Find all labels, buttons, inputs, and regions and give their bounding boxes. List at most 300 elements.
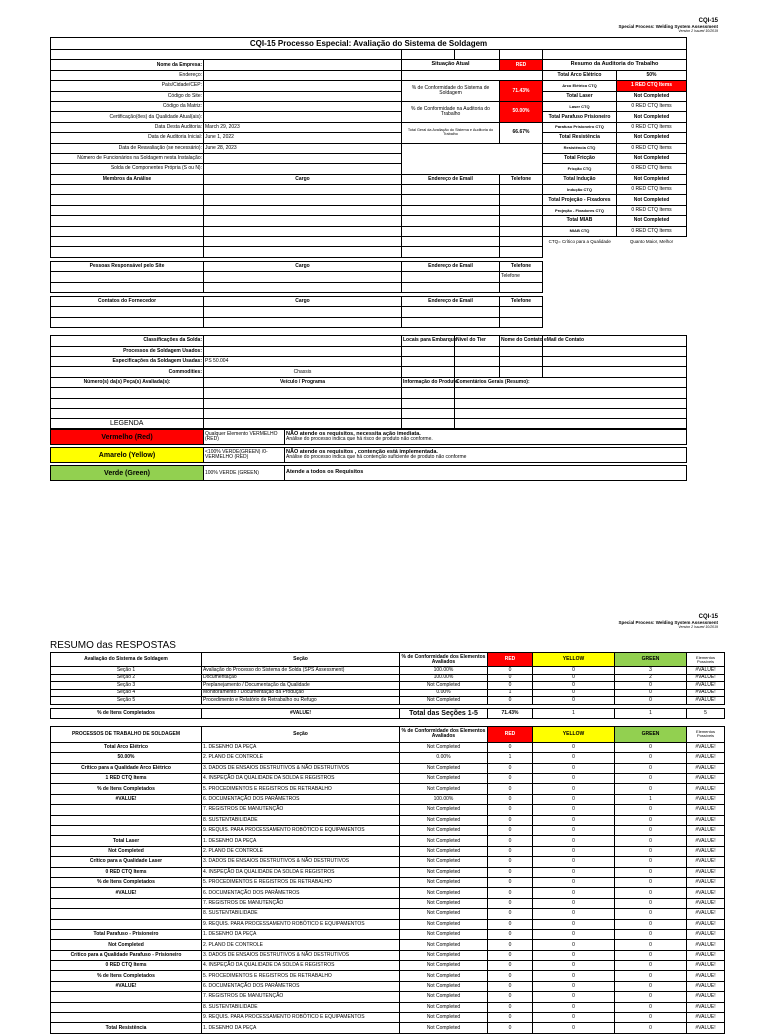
company-row — [51, 112, 687, 122]
resumo-label: Resistência CTQ — [543, 143, 617, 153]
process-value-cell: 0 — [533, 940, 615, 950]
page2-header — [618, 614, 718, 629]
resumo-label: Parafuso Prisioneiro CTQ — [543, 122, 617, 132]
process-possible-cell: #VALUE! — [687, 950, 725, 960]
pessoas-email-header: Endereço de Email — [402, 261, 500, 271]
process-row — [51, 1023, 725, 1033]
spacer — [543, 247, 687, 257]
membro-cargo[interactable] — [204, 185, 402, 195]
pessoas-cargo[interactable] — [204, 272, 402, 282]
contatos-header-row — [51, 296, 687, 306]
contatos-name[interactable] — [51, 307, 204, 317]
legend-desc-main: Atende a todos os Requisitos — [286, 469, 364, 476]
classificacao-label: Commodities: — [51, 367, 204, 377]
process-value-cell: 0 — [488, 1002, 533, 1012]
process-section-name: 1. DESENHO DA PEÇA — [202, 1023, 400, 1033]
pessoas-row — [51, 282, 687, 292]
process-header-0: PROCESSOS DE TRABALHO DE SOLDAGEM — [51, 726, 202, 742]
company-row — [51, 164, 687, 174]
process-value-cell: 0 — [533, 1023, 615, 1033]
section-cell: Seção 4 — [51, 689, 202, 697]
membro-cargo[interactable] — [204, 247, 402, 257]
process-summary-cell: #VALUE! — [51, 981, 202, 991]
tier-cell[interactable] — [455, 367, 500, 377]
process-row — [51, 929, 725, 939]
process-value-cell: 0 — [488, 971, 533, 981]
peca-row — [51, 408, 687, 418]
process-section-name: 5. PROCEDIMENTOS E REGISTROS DE RETRABALHO — [202, 971, 400, 981]
process-value-cell: 0 — [615, 898, 687, 908]
company-value[interactable] — [204, 153, 402, 163]
pessoas-name[interactable] — [51, 272, 204, 282]
process-value-cell: 0 — [488, 940, 533, 950]
process-value-cell: 0 — [615, 1013, 687, 1023]
process-summary-cell — [51, 815, 202, 825]
company-row — [51, 101, 687, 111]
membros-header: Membros da Análise — [51, 174, 204, 184]
company-value[interactable] — [204, 112, 402, 122]
spacer — [402, 164, 543, 174]
pessoas-email[interactable] — [402, 282, 500, 292]
page1-body — [50, 49, 686, 430]
process-summary-cell: #VALUE! — [51, 794, 202, 804]
spacer — [402, 50, 455, 60]
membros-row — [51, 237, 687, 247]
legend-criteria: Qualquer Elemento VERMELHO (RED) — [204, 430, 285, 445]
process-value-cell: 0 — [533, 992, 615, 1002]
process-value-cell: Not Completed — [400, 877, 488, 887]
section-cell: 0 — [488, 674, 533, 682]
comentario-cell[interactable] — [455, 398, 687, 408]
company-value[interactable]: June 28, 2023 — [204, 143, 402, 153]
doc-code: CQI-15 — [698, 18, 718, 24]
membro-email[interactable] — [402, 226, 500, 236]
process-value-cell: 0 — [533, 929, 615, 939]
process-possible-cell: #VALUE! — [687, 898, 725, 908]
spacer — [543, 50, 687, 60]
section-cell: 3 — [615, 667, 687, 675]
process-value-cell: Not Completed — [400, 898, 488, 908]
peca-header-row — [51, 377, 687, 387]
process-value-cell: Not Completed — [400, 836, 488, 846]
process-value-cell: 0 — [488, 867, 533, 877]
spacer — [51, 328, 687, 336]
process-value-cell: 0 — [615, 877, 687, 887]
contatos-row — [51, 307, 687, 317]
section-cell: 0 — [615, 697, 687, 705]
veiculo-cell[interactable] — [204, 408, 402, 418]
produto-cell[interactable] — [402, 388, 455, 398]
process-possible-cell: #VALUE! — [687, 815, 725, 825]
section-cell: 100.00% — [400, 667, 488, 675]
company-label: Nome da Empresa: — [51, 60, 204, 70]
process-value-cell: 0 — [615, 1002, 687, 1012]
company-value[interactable] — [204, 164, 402, 174]
process-value-cell: Not Completed — [400, 774, 488, 784]
process-summary-cell: 0 RED CTQ Items — [51, 867, 202, 877]
contatos-phone[interactable] — [500, 307, 543, 317]
membro-cargo[interactable] — [204, 205, 402, 215]
resumo-value: 0 RED CTQ Items — [617, 164, 687, 174]
resumo-label: MIAB CTQ — [543, 226, 617, 236]
membro-name[interactable] — [51, 216, 204, 226]
email-header: Endereço de Email — [402, 174, 500, 184]
process-row — [51, 763, 725, 773]
email-contato-cell[interactable] — [543, 356, 687, 366]
process-row — [51, 971, 725, 981]
membro-phone[interactable] — [500, 226, 543, 236]
resumo-label: CTQ= Crítico para a Qualidade — [548, 238, 611, 244]
resumo-value: Not Completed — [617, 216, 687, 226]
company-info-table — [50, 49, 687, 430]
membro-email[interactable] — [402, 216, 500, 226]
produto-cell[interactable] — [402, 398, 455, 408]
membro-cargo[interactable] — [204, 226, 402, 236]
process-value-cell: 0 — [488, 909, 533, 919]
section-cell: Preplanejamento / Documentação da Qualidade — [202, 682, 400, 690]
membro-email[interactable] — [402, 195, 500, 205]
process-summary-cell — [51, 909, 202, 919]
process-possible-cell: #VALUE! — [687, 805, 725, 815]
membro-name[interactable] — [51, 226, 204, 236]
process-row — [51, 898, 725, 908]
section-cell: Procedimento e Relatório de Retrabalho ou Refugo — [202, 697, 400, 705]
summary-header-row — [51, 653, 725, 667]
section-cell: 2 — [615, 674, 687, 682]
legend-desc-main: NÃO atende os requisitos , contenção está implementada. — [286, 448, 438, 455]
pessoas-cargo[interactable] — [204, 282, 402, 292]
comentario-cell[interactable] — [455, 388, 687, 398]
process-section-name: 4. INSPEÇÃO DA QUALIDADE DA SOLDA E REGISTROS — [202, 961, 400, 971]
process-summary-cell: Crítico para a Qualidade Parafuso - Prisioneiro — [51, 950, 202, 960]
membro-name[interactable] — [51, 185, 204, 195]
membros-row — [51, 247, 687, 257]
process-section-name: 7. REGISTROS DE MANUTENÇÃO — [202, 992, 400, 1002]
resumo-label: Indução CTQ — [543, 185, 617, 195]
email-contato-cell[interactable] — [543, 346, 687, 356]
membro-phone[interactable] — [500, 195, 543, 205]
legend-criteria: <100% VERDE(GREEN) /0- VERMELHO (RED) — [204, 448, 285, 463]
peca-cell[interactable] — [51, 388, 204, 398]
process-header-1: Seção — [202, 726, 400, 742]
section-row — [51, 674, 725, 682]
process-possible-cell: #VALUE! — [687, 774, 725, 784]
peca-cell[interactable] — [51, 408, 204, 418]
pessoas-email[interactable] — [402, 272, 500, 282]
email-contato-cell[interactable] — [543, 367, 687, 377]
process-summary-cell: Total Laser — [51, 836, 202, 846]
process-value-cell: 1 — [488, 753, 533, 763]
process-value-cell: Not Completed — [400, 1002, 488, 1012]
company-label: Código do Site: — [51, 91, 204, 101]
section-cell: #VALUE! — [687, 674, 725, 682]
classificacao-value[interactable]: Chassis — [204, 367, 402, 377]
tier-header: Nível do Tier — [455, 336, 500, 346]
membros-row — [51, 185, 687, 195]
membro-cargo[interactable] — [204, 195, 402, 205]
process-value-cell: 0 — [488, 815, 533, 825]
process-summary-cell — [51, 1013, 202, 1023]
process-value-cell: 0 — [533, 961, 615, 971]
classificacao-value[interactable] — [204, 336, 402, 346]
situacao-value: RED — [500, 60, 543, 70]
total-secoes-label: Total das Seções 1-5 — [400, 708, 488, 718]
process-possible-cell: #VALUE! — [687, 992, 725, 1002]
process-summary-cell: % de Itens Completados — [51, 784, 202, 794]
section-cell: 100.00% — [400, 674, 488, 682]
company-value[interactable] — [204, 81, 402, 91]
pessoas-phone[interactable] — [500, 282, 543, 292]
process-summary-cell: Crítico para a Qualidade Arco Elétrico — [51, 763, 202, 773]
membro-phone[interactable] — [500, 247, 543, 257]
process-value-cell: 0 — [533, 794, 615, 804]
company-row — [51, 143, 687, 153]
tier-cell[interactable] — [455, 356, 500, 366]
process-value-cell: Not Completed — [400, 1023, 488, 1033]
resumo-value: Not Completed — [617, 133, 687, 143]
process-value-cell: Not Completed — [400, 846, 488, 856]
process-summary-cell: Total Parafuso - Prisioneiro — [51, 929, 202, 939]
process-row — [51, 836, 725, 846]
process-value-cell: 0 — [615, 774, 687, 784]
process-section-name: 7. REGISTROS DE MANUTENÇÃO — [202, 898, 400, 908]
process-section-name: 9. REQUIS. PARA PROCESSAMENTO ROBÓTICO E EQUIPAMENTOS — [202, 826, 400, 836]
section-row — [51, 682, 725, 690]
process-value-cell: 0 — [615, 742, 687, 752]
section-cell: 0 — [533, 674, 615, 682]
total-geral-value: 66.67% — [500, 122, 543, 143]
process-value-cell: Not Completed — [400, 950, 488, 960]
process-row — [51, 950, 725, 960]
process-row — [51, 805, 725, 815]
process-possible-cell: #VALUE! — [687, 1013, 725, 1023]
process-value-cell: 0 — [488, 919, 533, 929]
summary-header-3: RED — [488, 653, 533, 667]
total-geral-label: Total Geral da Avaliação do Sistema e Auditoria do Trabalho — [402, 122, 500, 143]
classificacao-value[interactable]: PS 50.004 — [204, 356, 402, 366]
peca-cell[interactable] — [51, 398, 204, 408]
embarque-cell[interactable] — [402, 356, 455, 366]
process-row — [51, 826, 725, 836]
resumo-value: Not Completed — [617, 153, 687, 163]
process-value-cell: 0 — [488, 742, 533, 752]
membro-phone[interactable] — [500, 237, 543, 247]
company-row — [51, 81, 687, 91]
contatos-email[interactable] — [402, 317, 500, 327]
company-value[interactable]: June 1, 2022 — [204, 133, 402, 143]
doc-version: Version 2 Issued 10/2019 — [678, 29, 718, 33]
classificacao-label: Classificações da Solda: — [51, 336, 204, 346]
section-cell: 0 — [488, 697, 533, 705]
membro-email[interactable] — [402, 185, 500, 195]
process-value-cell: Not Completed — [400, 815, 488, 825]
process-value-cell: Not Completed — [400, 961, 488, 971]
process-possible-cell: #VALUE! — [687, 753, 725, 763]
process-section-name: 3. DADOS DE ENSAIOS DESTRUTIVOS & NÃO DESTRUTIVOS — [202, 763, 400, 773]
section-cell: 1 — [488, 689, 533, 697]
process-value-cell: Not Completed — [400, 909, 488, 919]
process-value-cell: 0 — [488, 836, 533, 846]
total-yellow: 1 — [615, 708, 687, 718]
membro-name[interactable] — [51, 205, 204, 215]
process-possible-cell: #VALUE! — [687, 742, 725, 752]
process-summary-cell: % de Itens Completados — [51, 877, 202, 887]
process-value-cell: 100.00% — [400, 794, 488, 804]
process-value-cell: 0 — [488, 992, 533, 1002]
process-value-cell: 0 — [533, 919, 615, 929]
cargo-header: Cargo — [204, 174, 402, 184]
process-value-cell: Not Completed — [400, 981, 488, 991]
membro-name[interactable] — [51, 247, 204, 257]
section-cell: #VALUE! — [687, 682, 725, 690]
process-possible-cell: #VALUE! — [687, 763, 725, 773]
company-row — [51, 122, 687, 132]
embarque-cell[interactable] — [402, 346, 455, 356]
process-value-cell: 0 — [615, 867, 687, 877]
membro-cargo[interactable] — [204, 237, 402, 247]
process-possible-cell: #VALUE! — [687, 971, 725, 981]
company-value[interactable] — [204, 91, 402, 101]
contato-cell[interactable] — [500, 367, 543, 377]
section-cell: Seção 3 — [51, 682, 202, 690]
process-row — [51, 888, 725, 898]
process-summary-cell — [51, 805, 202, 815]
contatos-email[interactable] — [402, 307, 500, 317]
resumo-value: 0 RED CTQ Items — [617, 122, 687, 132]
classificacao-row — [51, 356, 687, 366]
membro-name[interactable] — [51, 195, 204, 205]
company-value[interactable] — [204, 70, 402, 80]
embarque-cell[interactable] — [402, 367, 455, 377]
resumo-label: Laser CTQ — [543, 101, 617, 111]
process-value-cell: Not Completed — [400, 867, 488, 877]
section-cell: 0 — [488, 667, 533, 675]
resumo-value: Not Completed — [617, 91, 687, 101]
process-summary-cell: Total Resistência — [51, 1023, 202, 1033]
classificacao-value[interactable] — [204, 346, 402, 356]
spacer — [402, 143, 543, 153]
veiculo-cell[interactable] — [204, 398, 402, 408]
phone-header: Telefone — [500, 174, 543, 184]
legend-section — [50, 420, 686, 481]
membro-phone[interactable] — [500, 205, 543, 215]
company-value[interactable]: March 29, 2023 — [204, 122, 402, 132]
process-section-name: 6. DOCUMENTAÇÃO DOS PARÂMETROS — [202, 888, 400, 898]
spacer — [500, 50, 543, 60]
process-summary-cell: 0 RED CTQ Items — [51, 961, 202, 971]
process-summary-cell — [51, 1002, 202, 1012]
contatos-cargo[interactable] — [204, 317, 402, 327]
legend-swatch: Verde (Green) — [51, 466, 204, 481]
process-section-name: 2. PLANO DE CONTROLE — [202, 753, 400, 763]
produto-cell[interactable] — [402, 408, 455, 418]
membro-cargo[interactable] — [204, 216, 402, 226]
process-value-cell: 0 — [615, 919, 687, 929]
process-header-2: % de Conformidade dos Elementos Avaliados — [400, 726, 488, 742]
section-cell: #VALUE! — [687, 667, 725, 675]
legend-description — [285, 466, 687, 481]
process-possible-cell: #VALUE! — [687, 794, 725, 804]
process-value-cell: 0 — [533, 888, 615, 898]
process-value-cell: 0 — [488, 826, 533, 836]
process-value-cell: 0 — [533, 815, 615, 825]
legend-desc-main: NÃO atende os requisitos, necessita ação imediata. — [286, 430, 421, 437]
process-row — [51, 742, 725, 752]
process-value-cell: 0 — [615, 992, 687, 1002]
process-possible-cell: #VALUE! — [687, 888, 725, 898]
section-cell: Seção 5 — [51, 697, 202, 705]
resumo-label: Total Indução — [543, 174, 617, 184]
section-cell: Not Completed — [400, 697, 488, 705]
process-summary-cell: Crítico para a Qualidade Laser — [51, 857, 202, 867]
resumo-value: 0 RED CTQ Items — [617, 143, 687, 153]
tier-cell[interactable] — [455, 346, 500, 356]
pessoas-phone[interactable]: Telefone — [500, 272, 543, 282]
spacer — [402, 70, 543, 80]
contatos-phone-header: Telefone — [500, 296, 543, 306]
membro-email[interactable] — [402, 205, 500, 215]
veiculo-cell[interactable] — [204, 388, 402, 398]
process-row — [51, 846, 725, 856]
spacer — [543, 272, 687, 282]
company-row — [51, 70, 687, 80]
company-value[interactable] — [204, 101, 402, 111]
contato-cell[interactable] — [500, 346, 543, 356]
doc-subtitle-2: Special Process: Welding System Assessment — [618, 620, 718, 625]
legend-criteria: 100% VERDE (GREEN) — [204, 466, 285, 481]
process-value-cell: 0 — [533, 753, 615, 763]
membro-phone[interactable] — [500, 216, 543, 226]
company-value[interactable] — [204, 60, 402, 70]
conf-sistema-value: 71.43% — [500, 81, 543, 102]
pessoas-name[interactable] — [51, 282, 204, 292]
section-cell: 0 — [533, 682, 615, 690]
membro-email[interactable] — [402, 237, 500, 247]
membros-row — [51, 205, 687, 215]
process-section-name: 8. SUSTENTABILIDADE — [202, 909, 400, 919]
contatos-cargo[interactable] — [204, 307, 402, 317]
contatos-name[interactable] — [51, 317, 204, 327]
company-row — [51, 153, 687, 163]
process-value-cell: 0 — [488, 981, 533, 991]
comentario-cell[interactable] — [455, 408, 687, 418]
process-value-cell: Not Completed — [400, 826, 488, 836]
section-cell: Seção 1 — [51, 667, 202, 675]
contatos-phone[interactable] — [500, 317, 543, 327]
process-value-cell: 0 — [488, 1023, 533, 1033]
process-value-cell: 0 — [615, 784, 687, 794]
process-header-3: RED — [488, 726, 533, 742]
process-summary-cell: 50.00% — [51, 753, 202, 763]
process-value-cell: 0 — [488, 961, 533, 971]
process-value-cell: Not Completed — [400, 888, 488, 898]
membro-email[interactable] — [402, 247, 500, 257]
membro-phone[interactable] — [500, 185, 543, 195]
process-possible-cell: #VALUE! — [687, 940, 725, 950]
process-summary-table — [50, 726, 725, 1034]
resumo-value: Not Completed — [617, 112, 687, 122]
contato-cell[interactable] — [500, 356, 543, 366]
contato-header: Nome do Contato — [500, 336, 543, 346]
pessoas-phone-header: Telefone — [500, 261, 543, 271]
membros-header-row — [51, 174, 687, 184]
process-possible-cell: #VALUE! — [687, 1023, 725, 1033]
process-value-cell: 0 — [615, 909, 687, 919]
process-value-cell: 0 — [615, 971, 687, 981]
resumo-label: Total Fricção — [543, 153, 617, 163]
legend-row — [51, 448, 687, 463]
membro-name[interactable] — [51, 237, 204, 247]
